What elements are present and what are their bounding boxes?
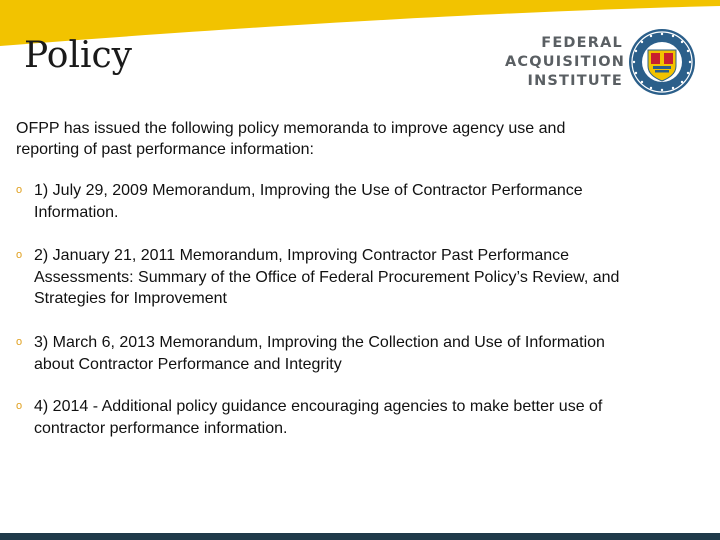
logo-line-2: ACQUISITION xyxy=(505,54,626,70)
memo-text-2011: 2) January 21, 2011 Memorandum, Improving Contractor Past Performance Assessments: Summary of the Office of Federal Procurement Policy’s Review, and Strategies for Improvement xyxy=(34,247,620,307)
bullet-circle-icon: o xyxy=(16,184,23,196)
intro-paragraph: OFPP has issued the following policy memoranda to improve agency use and reporting of past performance information: xyxy=(16,120,566,158)
logo-line-1: FEDERAL xyxy=(541,35,623,51)
logo-wordmark xyxy=(505,34,626,91)
fai-seal-icon xyxy=(628,28,696,96)
memo-text-2009: 1) July 29, 2009 Memorandum, Improving the Use of Contractor Performance Information. xyxy=(34,182,583,221)
memo-text-2013: 3) March 6, 2013 Memorandum, Improving the Collection and Use of Information about Contractor Performance and Integrity xyxy=(34,334,605,373)
bullet-circle-icon: o xyxy=(16,400,23,412)
slide-title: Policy xyxy=(24,35,132,76)
memo-text-2014: 4) 2014 - Additional policy guidance encouraging agencies to make better use of contractor performance information. xyxy=(34,398,603,437)
bullet-circle-icon: o xyxy=(16,249,23,261)
footer-bar xyxy=(0,533,720,540)
list-item xyxy=(16,180,636,223)
list-item xyxy=(16,245,636,310)
list-item xyxy=(16,332,636,375)
bullet-circle-icon: o xyxy=(16,336,23,348)
logo-line-3: INSTITUTE xyxy=(527,73,623,89)
list-item xyxy=(16,396,636,439)
